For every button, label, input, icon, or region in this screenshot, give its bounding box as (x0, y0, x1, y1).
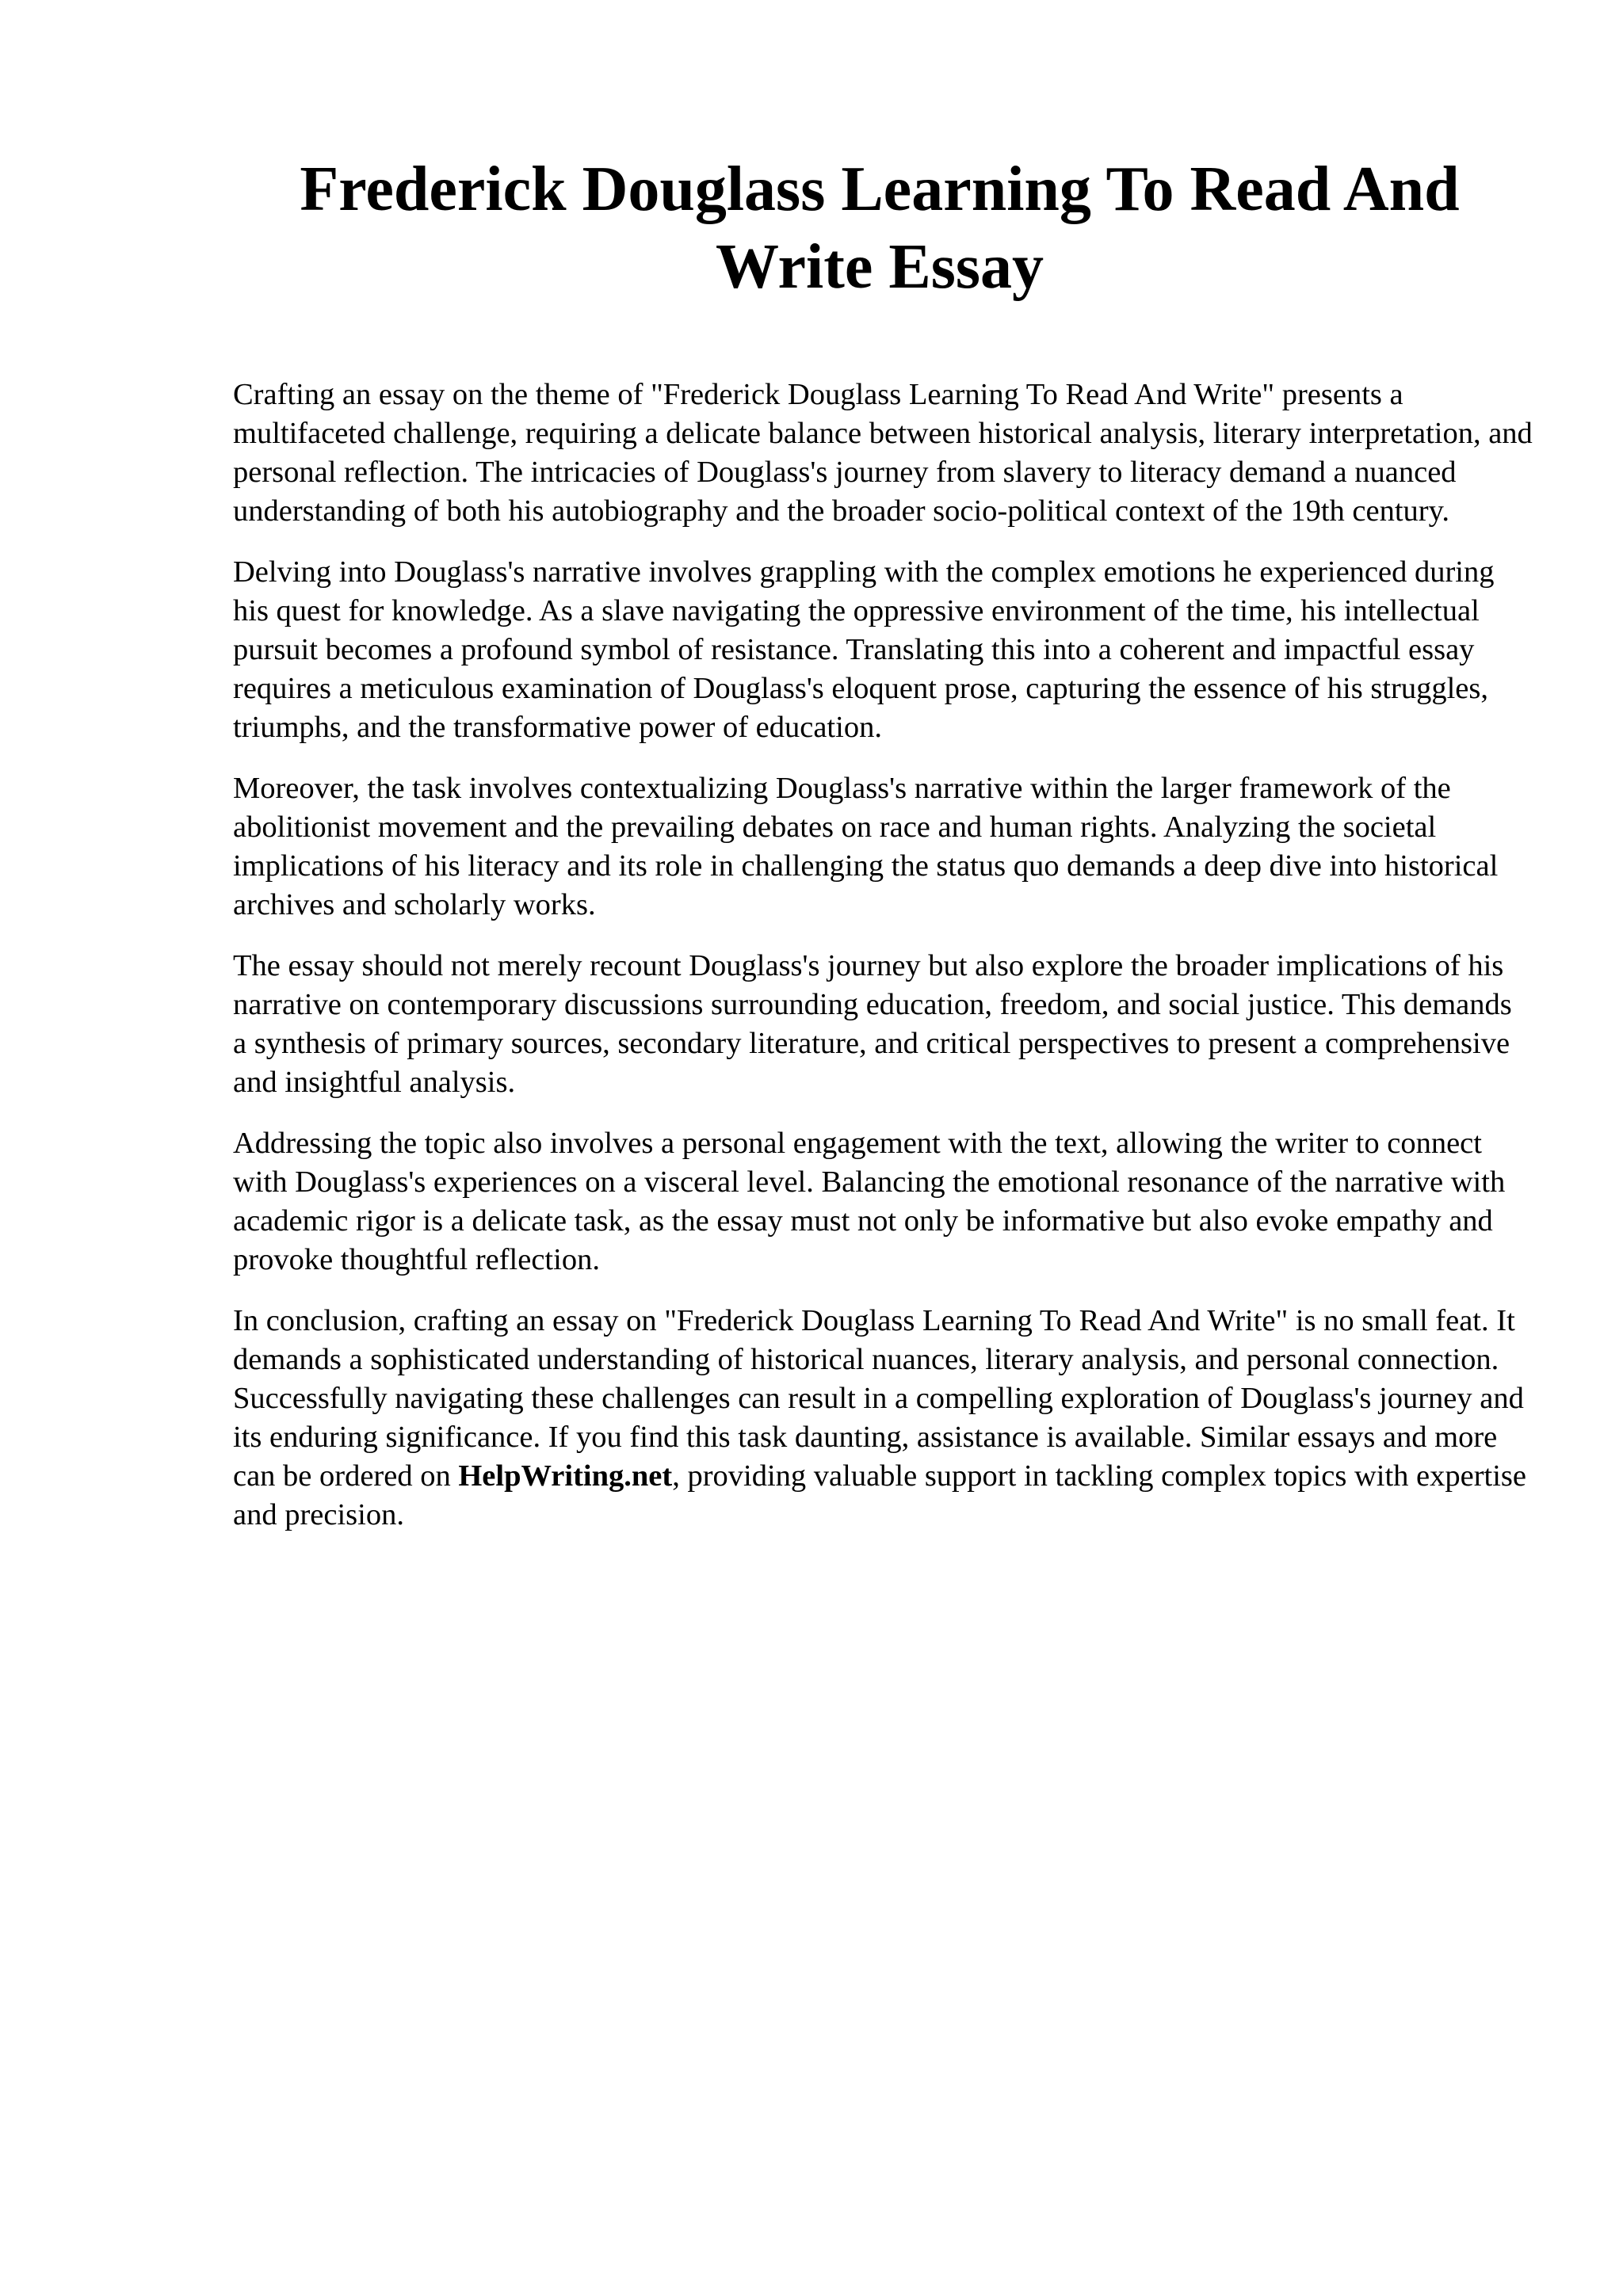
paragraph-2: Delving into Douglass's narrative involves grappling with the complex emotions he experienced during his quest for knowledge. As a slave navigating the oppressive environment of the time, his intellectual pursuit becomes a profound symbol of resistance. Translating this into a coherent and impactful essay requires a meticulous examination of Douglass's eloquent prose, capturing the essence of his struggles, triumphs, and the transformative power of education. (233, 555, 1495, 744)
helpwriting-brand-text: HelpWriting.net (458, 1459, 673, 1493)
paragraph-3: Moreover, the task involves contextualizing Douglass's narrative within the larger framework of the abolitionist movement and the prevailing debates on race and human rights. Analyzing the societal implications of his literacy and its role in challenging the status quo demands a deep dive into historical archives and scholarly works. (233, 772, 1499, 921)
paragraph-conclusion (233, 1302, 1533, 1535)
conclusion-text-after: , providing valuable support in tackling complex topics with expertise and precision. (233, 1459, 1526, 1531)
paragraph-4: The essay should not merely recount Douglass's journey but also explore the broader implications of his narrative on contemporary discussions surrounding education, freedom, and social justice. This demands a synthesis of primary sources, secondary literature, and critical perspectives to present a comprehensive and insightful analysis. (233, 949, 1512, 1099)
paragraph-1: Crafting an essay on the theme of "Frederick Douglass Learning To Read And Write" presents a multifaceted challenge, requiring a delicate balance between historical analysis, literary interpretation, and personal reflection. The intricacies of Douglass's journey from slavery to literacy demand a nuanced understanding of both his autobiography and the broader socio-political context of the 19th century. (233, 378, 1533, 528)
essay-title: Frederick Douglass Learning To Read And Write Essay (300, 154, 1460, 302)
conclusion-text-before: In conclusion, crafting an essay on "Frederick Douglass Learning To Read And Write" is no small feat. It demands a sophisticated understanding of historical nuances, literary analysis, and personal connection. Successfully navigating these challenges can result in a compelling exploration of Douglass's journey and its enduring significance. If you find this task daunting, assistance is available. Similar essays and more can be ordered on (233, 1304, 1524, 1493)
paragraph-5: Addressing the topic also involves a personal engagement with the text, allowing the writer to connect with Douglass's experiences on a visceral level. Balancing the emotional resonance of the narrative with academic rigor is a delicate task, as the essay must not only be informative but also evoke empathy and provoke thoughtful reflection. (233, 1127, 1506, 1276)
essay-body (233, 376, 1533, 1557)
